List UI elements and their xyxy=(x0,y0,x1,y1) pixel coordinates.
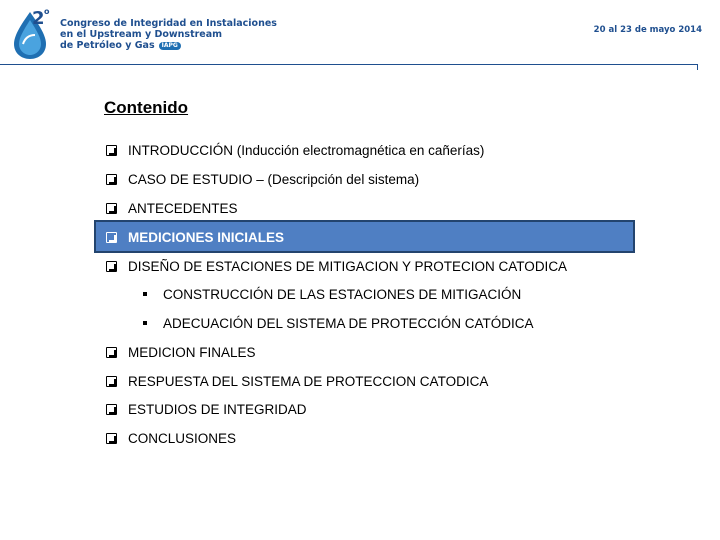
checkbox-bullet-icon xyxy=(106,232,117,243)
logo-line-3-wrap xyxy=(60,40,277,51)
list-item xyxy=(106,342,256,362)
square-bullet-icon xyxy=(143,292,147,296)
congress-logo-icon xyxy=(10,4,58,60)
list-item-label: DISEÑO DE ESTACIONES DE MITIGACION Y PROTECION CATODICA xyxy=(128,258,568,274)
sub-list-item xyxy=(143,313,534,333)
logo-line-3: de Petróleo y Gas xyxy=(60,40,155,51)
list-item-label: MEDICIONES INICIALES xyxy=(128,229,285,245)
checkbox-bullet-icon xyxy=(106,347,117,358)
list-item xyxy=(106,256,567,276)
list-item xyxy=(106,399,307,419)
list-item xyxy=(106,371,488,391)
header-divider-tick xyxy=(697,64,698,70)
checkbox-bullet-icon xyxy=(106,404,117,415)
list-item-label: MEDICION FINALES xyxy=(128,344,256,360)
list-item xyxy=(106,169,419,189)
logo-line-1: Congreso de Integridad en Instalaciones xyxy=(60,18,277,29)
checkbox-bullet-icon xyxy=(106,261,117,272)
slide-header xyxy=(0,0,720,70)
list-item xyxy=(106,140,484,160)
page-title: Contenido xyxy=(104,98,189,117)
checkbox-bullet-icon xyxy=(106,145,117,156)
checkbox-bullet-icon xyxy=(106,433,117,444)
iapg-badge: IAPG xyxy=(159,42,181,50)
list-item-highlighted xyxy=(106,227,284,247)
sub-list-item-label: ADECUACIÓN DEL SISTEMA DE PROTECCIÓN CATÓDICA xyxy=(163,315,534,331)
checkbox-bullet-icon xyxy=(106,376,117,387)
list-item xyxy=(106,428,236,448)
list-item-label: CASO DE ESTUDIO – (Descripción del sistema) xyxy=(128,171,420,187)
sub-list-item xyxy=(143,284,521,304)
square-bullet-icon xyxy=(143,321,147,325)
checkbox-bullet-icon xyxy=(106,174,117,185)
list-item-label: RESPUESTA DEL SISTEMA DE PROTECCION CATODICA xyxy=(128,373,489,389)
list-item-label: CONCLUSIONES xyxy=(128,430,237,446)
list-item-label: ANTECEDENTES xyxy=(128,200,238,216)
logo-number: 2 xyxy=(32,8,45,29)
logo-superscript: o xyxy=(44,7,50,16)
event-date: 20 al 23 de mayo 2014 xyxy=(593,25,702,35)
list-item-label: INTRODUCCIÓN (Inducción electromagnética en cañerías) xyxy=(128,142,485,158)
list-item-label: ESTUDIOS DE INTEGRIDAD xyxy=(128,401,307,417)
list-item xyxy=(106,198,238,218)
checkbox-bullet-icon xyxy=(106,203,117,214)
logo-text xyxy=(60,18,277,51)
header-divider xyxy=(0,64,698,65)
sub-list-item-label: CONSTRUCCIÓN DE LAS ESTACIONES DE MITIGACIÓN xyxy=(163,286,522,302)
logo-line-2: en el Upstream y Downstream xyxy=(60,29,223,40)
